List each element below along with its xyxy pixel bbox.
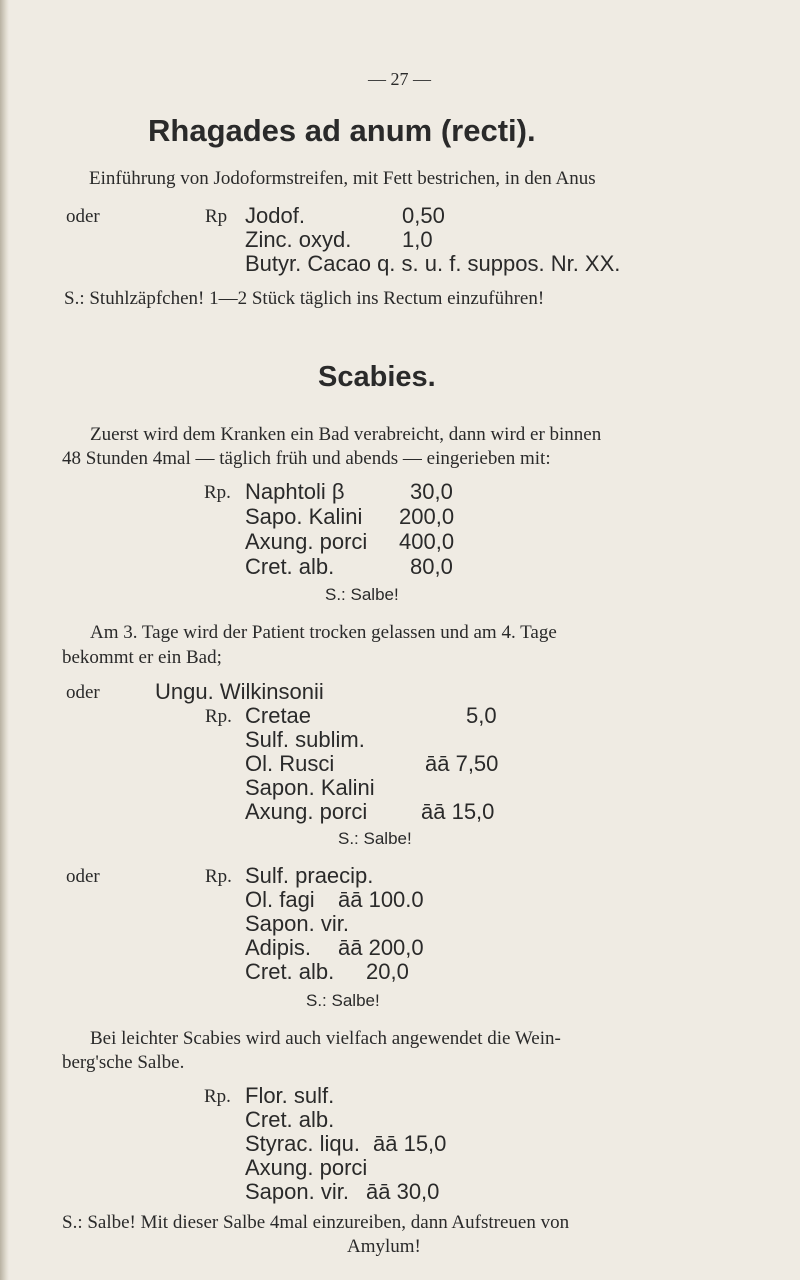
recipe-item-name: Naphtoli β	[245, 479, 345, 504]
recipe-item-qty: āā 7,50	[425, 751, 499, 776]
recipe-item-name: Sapo. Kalini	[245, 504, 363, 529]
scabies-para3-line2: berg'sche Salbe.	[62, 1052, 185, 1073]
scabies-para3-line1: Bei leichter Scabies wird auch vielfach angewendet die Wein-	[90, 1028, 561, 1049]
rp-label: Rp.	[204, 482, 231, 503]
recipe-item-name: Sapon. vir.	[245, 1179, 349, 1204]
recipe-item-name: Cretae	[245, 703, 312, 728]
recipe-item-name: Axung. porci	[245, 529, 368, 554]
recipe-item-name: Sapon. Kalini	[245, 775, 375, 800]
rp-label: Rp.	[205, 866, 232, 887]
ointment-heading: Ungu. Wilkinsonii	[155, 679, 324, 704]
final-instruction-line1: S.: Salbe! Mit dieser Salbe 4mal einzureiben, dann Aufstreuen von	[62, 1212, 570, 1233]
rhagades-intro: Einführung von Jodoformstreifen, mit Fett bestrichen, in den Anus	[89, 168, 596, 189]
signa-line: S.: Salbe!	[306, 991, 380, 1010]
rp-label: Rp	[205, 206, 228, 227]
section-title-scabies: Scabies.	[318, 361, 436, 393]
scabies-intro-line2: 48 Stunden 4mal — täglich früh und abends — eingerieben mit:	[62, 448, 551, 469]
recipe-item-qty: 200,0	[399, 504, 455, 529]
recipe-item-name: Ol. Rusci	[245, 751, 335, 776]
recipe-item-qty: āā 30,0	[366, 1179, 440, 1204]
oder-label: oder	[66, 682, 100, 703]
page-number: — 27 —	[368, 69, 431, 89]
recipe-item-name: Axung. porci	[245, 799, 368, 824]
rp-label: Rp.	[204, 1086, 231, 1107]
recipe-item-qty: 1,0	[402, 227, 433, 252]
section-title-rhagades: Rhagades ad anum (recti).	[148, 113, 536, 148]
rp-label: Rp.	[205, 706, 232, 727]
recipe-item-qty: 400,0	[399, 529, 455, 554]
recipe-item-qty: 5,0	[466, 703, 497, 728]
recipe-instruction: Butyr. Cacao q. s. u. f. suppos. Nr. XX.	[245, 251, 621, 276]
recipe-item-name: Zinc. oxyd.	[245, 227, 352, 252]
signa-line: S.: Stuhlzäpfchen! 1—2 Stück täglich ins Rectum einzuführen!	[64, 288, 545, 309]
recipe-item-qty: āā 200,0	[338, 935, 424, 960]
recipe-item-name: Styrac. liqu.	[245, 1131, 360, 1156]
recipe-item-qty: āā 15,0	[373, 1131, 447, 1156]
final-instruction-line2: Amylum!	[347, 1236, 421, 1257]
recipe-item-qty: 20,0	[366, 959, 409, 984]
scabies-para2-line2: bekommt er ein Bad;	[62, 647, 222, 668]
recipe-item-name: Sulf. praecip.	[245, 863, 374, 888]
recipe-item-qty: 80,0	[410, 554, 453, 579]
recipe-item-name: Ol. fagi	[245, 887, 315, 912]
signa-line: S.: Salbe!	[325, 585, 399, 604]
recipe-item-name: Cret. alb.	[245, 1107, 335, 1132]
oder-label: oder	[66, 866, 100, 887]
recipe-item-name: Jodof.	[245, 203, 305, 228]
recipe-item-name: Cret. alb.	[245, 554, 335, 579]
scabies-intro-line1: Zuerst wird dem Kranken ein Bad verabreicht, dann wird er binnen	[90, 424, 602, 445]
recipe-item-qty: 0,50	[402, 203, 445, 228]
recipe-item-name: Cret. alb.	[245, 959, 335, 984]
recipe-item-name: Adipis.	[245, 935, 312, 960]
recipe-item-qty: 30,0	[410, 479, 453, 504]
oder-label: oder	[66, 206, 100, 227]
recipe-item-qty: āā 15,0	[421, 799, 495, 824]
recipe-item-qty: āā 100.0	[338, 887, 424, 912]
page-edge-shadow	[0, 0, 9, 1280]
recipe-item-name: Sapon. vir.	[245, 911, 349, 936]
recipe-item-name: Sulf. sublim.	[245, 727, 365, 752]
recipe-item-name: Flor. sulf.	[245, 1083, 335, 1108]
signa-line: S.: Salbe!	[338, 829, 412, 848]
scabies-para2-line1: Am 3. Tage wird der Patient trocken gelassen und am 4. Tage	[90, 622, 557, 643]
recipe-item-name: Axung. porci	[245, 1155, 368, 1180]
